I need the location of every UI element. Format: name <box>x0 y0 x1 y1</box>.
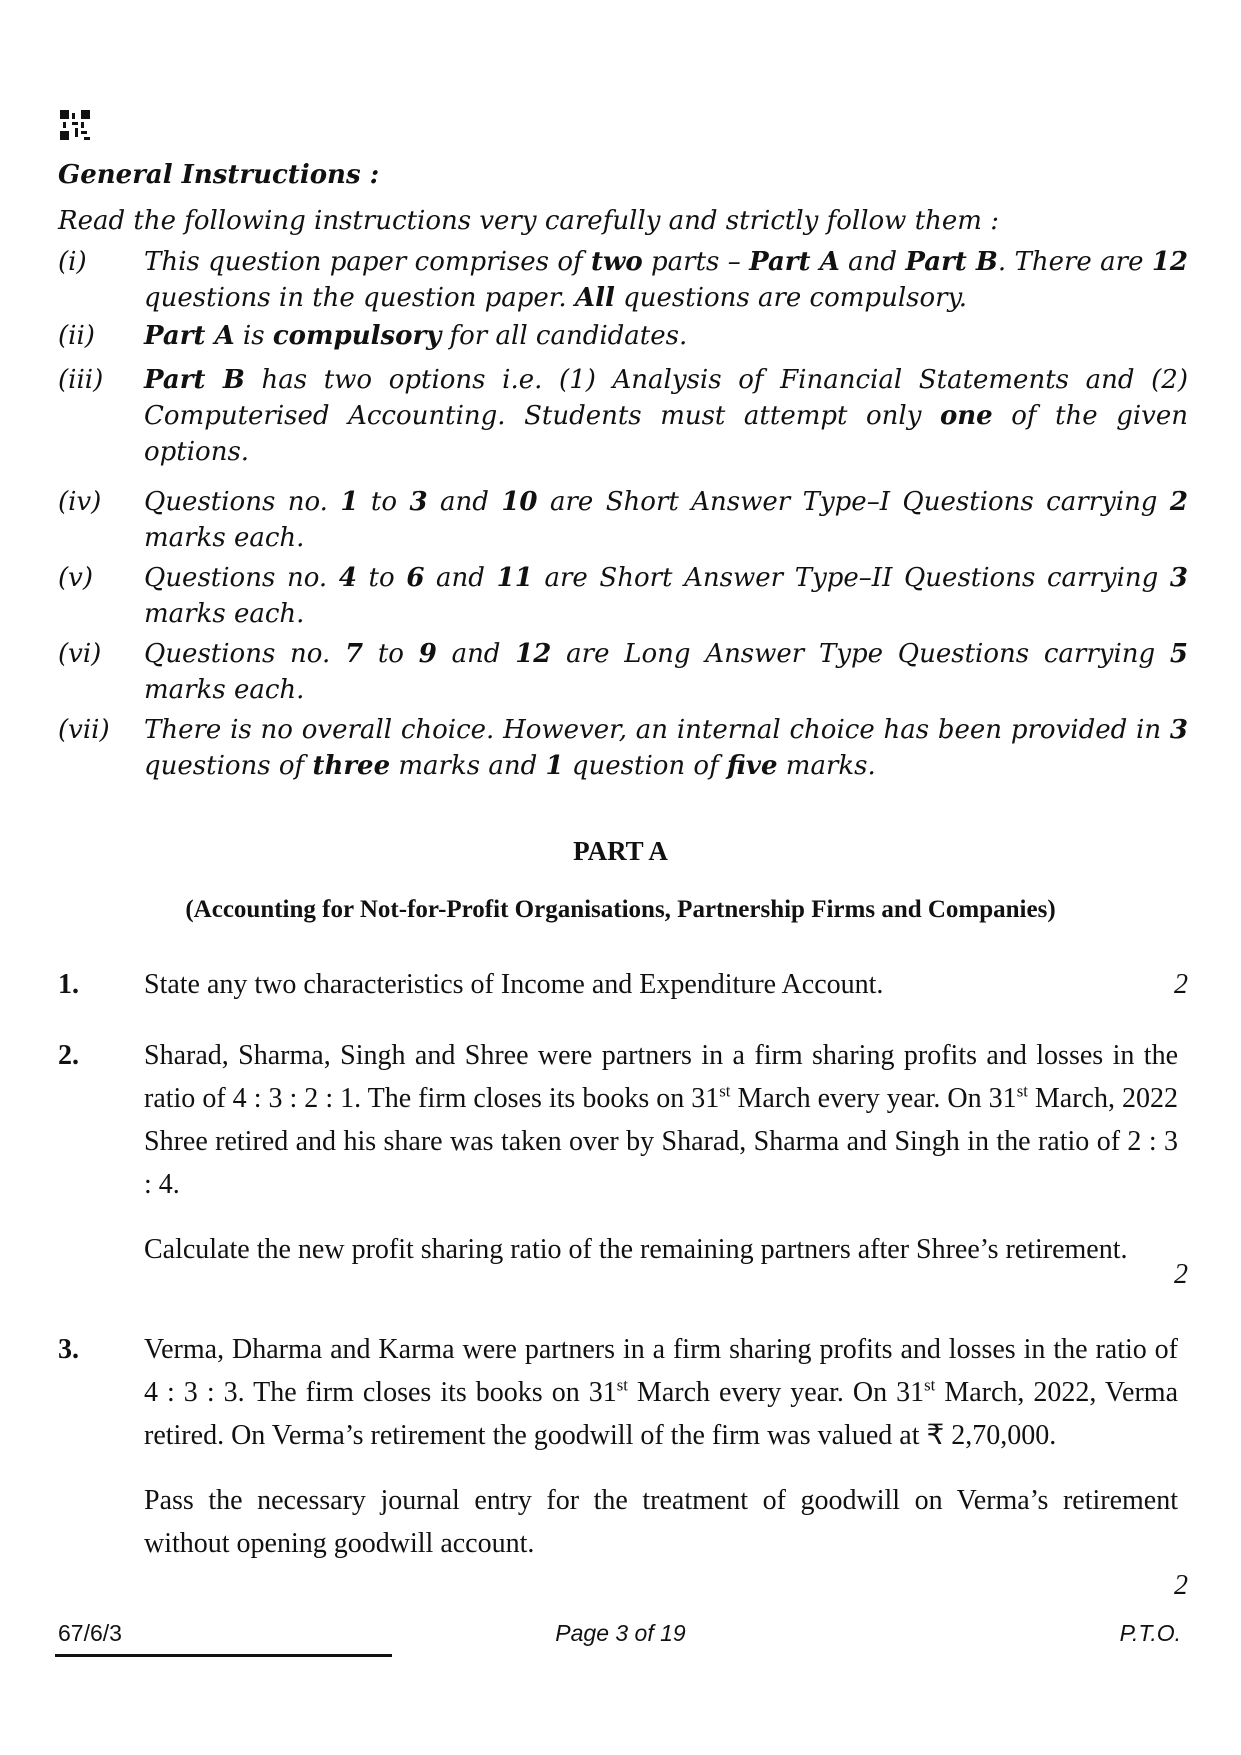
bold-text-run: compulsory <box>272 321 442 351</box>
text-run: marks. <box>777 751 876 781</box>
question-2 <box>58 1034 1188 1290</box>
pto-label: P.T.O. <box>1119 1620 1181 1646</box>
instruction-item <box>58 712 1188 784</box>
instruction-item <box>58 636 1188 708</box>
bold-text-run: 12 <box>1151 247 1188 277</box>
text-run: and <box>424 563 497 593</box>
qr-code-icon <box>60 110 90 140</box>
part-title: PART A <box>573 836 668 866</box>
text-run: March every year. On 31 <box>627 1377 925 1408</box>
page-number: Page 3 of 19 <box>555 1620 686 1646</box>
question-paragraph <box>144 1328 1178 1457</box>
text-run: to <box>358 487 410 517</box>
instruction-text <box>144 560 1188 632</box>
general-instructions-intro: Read the following instructions very carefully and strictly follow them : <box>58 206 999 236</box>
question-number: 3. <box>58 1334 79 1365</box>
text-run: questions of <box>144 751 313 781</box>
instruction-text <box>144 636 1188 708</box>
bold-text-run: five <box>726 751 778 781</box>
bold-text-run: 4 <box>338 563 357 593</box>
bold-text-run: 2 <box>1169 487 1188 517</box>
question-paragraph: Pass the necessary journal entry for the treatment of goodwill on Verma’s retirement without opening goodwill account. <box>144 1485 1178 1559</box>
part-subtitle: (Accounting for Not-for-Profit Organisations, Partnership Firms and Companies) <box>185 896 1056 923</box>
text-run: for all candidates. <box>441 321 688 351</box>
paper-code: 67/6/3 <box>58 1620 122 1646</box>
question-paragraph: Calculate the new profit sharing ratio of the remaining partners after Shree’s retirement. <box>144 1234 1128 1265</box>
question-paragraph: State any two characteristics of Income and Expenditure Account. <box>144 969 884 1000</box>
text-run: are Short Answer Type–I Questions carrying <box>537 487 1170 517</box>
text-run: are Short Answer Type–II Questions carrying <box>532 563 1170 593</box>
question-paragraph <box>144 1034 1178 1206</box>
instruction-item <box>58 244 1188 316</box>
text-run: marks each. <box>144 523 305 553</box>
instruction-number: (ii) <box>58 321 95 351</box>
question-1 <box>58 963 1188 1006</box>
instruction-number: (vi) <box>58 639 102 669</box>
instruction-item <box>58 318 1188 354</box>
text-run: March, 2022 Shree retired and his share was taken over by Sharad, Sharma and Singh in the ratio of 2 : 3 : 4. <box>144 1083 1179 1200</box>
instruction-item <box>58 560 1188 632</box>
superscript: st <box>616 1375 628 1395</box>
text-run: is <box>234 321 273 351</box>
text-run: marks each. <box>144 599 305 629</box>
bold-text-run: two <box>590 247 643 277</box>
instruction-number: (vii) <box>58 715 110 745</box>
question-number: 1. <box>58 969 79 1000</box>
question-text <box>144 963 1178 1006</box>
text-run: parts – <box>642 247 750 277</box>
question-marks: 2 <box>1174 1570 1188 1601</box>
text-run: and <box>436 639 516 669</box>
bold-text-run: All <box>574 283 615 313</box>
text-run: to <box>356 563 407 593</box>
instruction-text <box>144 362 1188 470</box>
bold-text-run: one <box>939 401 993 431</box>
instruction-number: (v) <box>58 563 93 593</box>
text-run: and <box>839 247 906 277</box>
text-run: marks and <box>390 751 546 781</box>
instruction-text <box>144 318 1188 354</box>
bold-text-run: 10 <box>501 487 538 517</box>
text-run: has two options i.e. (1) Analysis of Financial Statements and (2) Computerised Accounting. Students must attempt only <box>144 365 1188 431</box>
text-run: to <box>363 639 419 669</box>
general-instructions-title: General Instructions : <box>58 160 380 190</box>
question-3 <box>58 1328 1188 1601</box>
instruction-item <box>58 484 1188 556</box>
text-run: question of <box>563 751 727 781</box>
bold-text-run: 7 <box>345 639 364 669</box>
text-run: questions are compulsory. <box>614 283 968 313</box>
question-marks: 2 <box>1174 1259 1188 1290</box>
bold-text-run: 1 <box>545 751 564 781</box>
question-marks: 2 <box>1174 969 1188 1000</box>
question-text <box>144 1034 1178 1271</box>
bold-text-run: 5 <box>1169 639 1188 669</box>
superscript: st <box>924 1375 936 1395</box>
bold-text-run: three <box>312 751 391 781</box>
instruction-number: (i) <box>58 247 87 277</box>
footer-rule <box>55 1654 392 1657</box>
instruction-number: (iv) <box>58 487 102 517</box>
bold-text-run: 6 <box>406 563 425 593</box>
instruction-item <box>58 362 1188 470</box>
text-run: Questions no. <box>144 487 341 517</box>
text-run: Verma, Dharma and Karma were partners in a firm sharing profits and losses in the ratio of 4 : 3 : 3. The firm closes its books on 31 <box>144 1334 1178 1408</box>
text-run: March every year. On 31 <box>730 1083 1017 1114</box>
text-run: . There are <box>997 247 1152 277</box>
bold-text-run: 11 <box>496 563 533 593</box>
bold-text-run: Part A <box>749 247 840 277</box>
text-run: March, 2022, Verma retired. On Verma’s retirement the goodwill of the firm was valued at ₹ 2,70,000. <box>144 1377 1178 1451</box>
text-run: There is no overall choice. However, an internal choice has been provided in <box>144 715 1170 745</box>
superscript: st <box>719 1081 731 1101</box>
bold-text-run: 1 <box>340 487 359 517</box>
bold-text-run: Part A <box>144 321 235 351</box>
text-run: Questions no. <box>144 639 346 669</box>
superscript: st <box>1016 1081 1028 1101</box>
bold-text-run: 12 <box>515 639 552 669</box>
bold-text-run: Part B <box>905 247 998 277</box>
text-run: marks each. <box>144 675 305 705</box>
question-text <box>144 1328 1178 1565</box>
instruction-text <box>144 712 1188 784</box>
bold-text-run: 3 <box>1169 563 1188 593</box>
text-run: of the given options. <box>144 401 1188 467</box>
bold-text-run: 3 <box>1169 715 1188 745</box>
text-run: Questions no. <box>144 563 339 593</box>
text-run: Sharad, Sharma, Singh and Shree were partners in a firm sharing profits and losses in the ratio of 4 : 3 : 2 : 1. The firm closes its books on 31 <box>144 1040 1178 1114</box>
text-run: are Long Answer Type Questions carrying <box>551 639 1170 669</box>
text-run: questions in the question paper. <box>144 283 575 313</box>
instruction-text <box>144 484 1188 556</box>
bold-text-run: Part B <box>144 365 245 395</box>
instruction-text <box>144 244 1188 316</box>
text-run: and <box>427 487 502 517</box>
text-run: This question paper comprises of <box>144 247 591 277</box>
bold-text-run: 9 <box>418 639 437 669</box>
question-number: 2. <box>58 1040 79 1071</box>
instruction-number: (iii) <box>58 365 104 395</box>
bold-text-run: 3 <box>409 487 428 517</box>
